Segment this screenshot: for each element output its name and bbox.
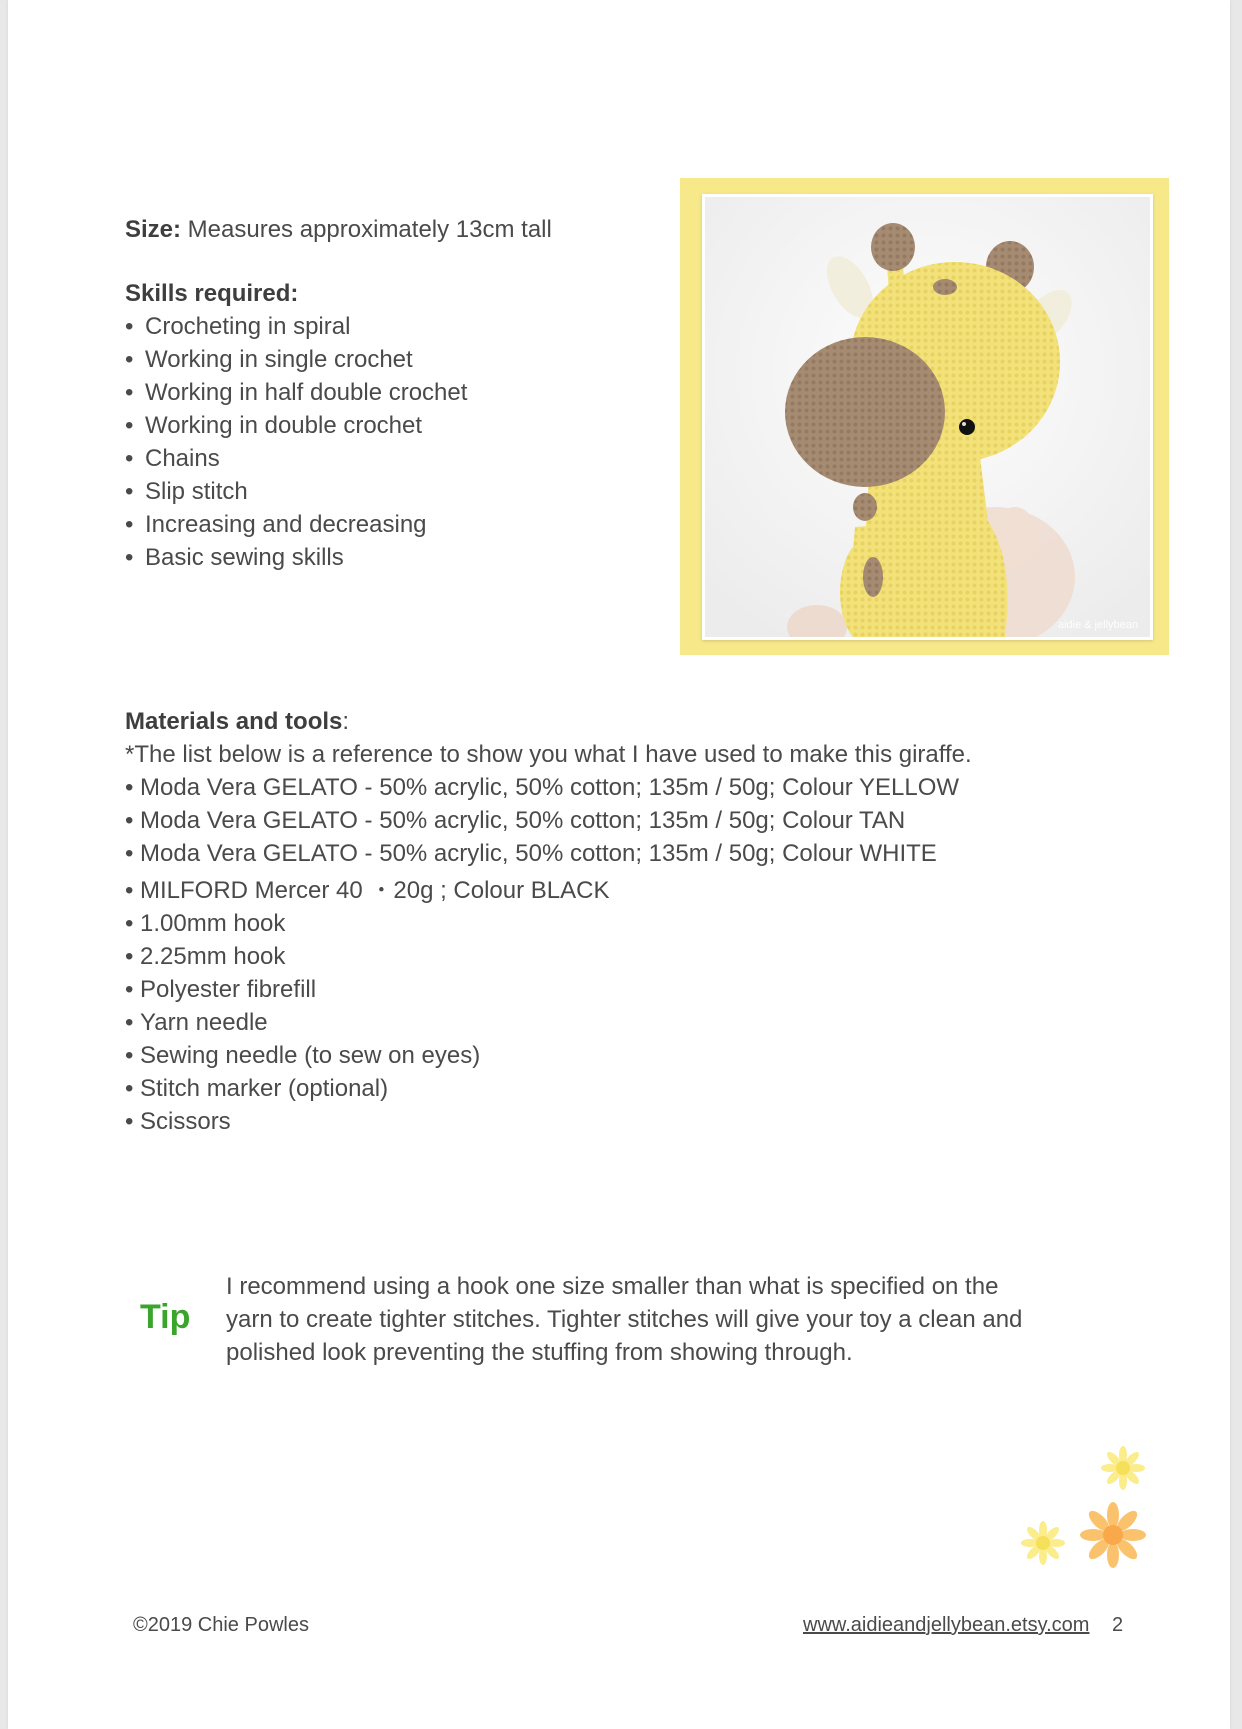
flower-decoration-icon <box>1013 1440 1163 1570</box>
flower-icon <box>1021 1521 1065 1565</box>
materials-list <box>125 771 959 1138</box>
list-item: • Slip stitch <box>125 478 248 505</box>
list-item: • Polyester fibrefill <box>125 976 317 1003</box>
giraffe-illustration <box>705 197 1150 637</box>
list-item: • Working in single crochet <box>125 346 413 373</box>
document-page <box>8 0 1230 1729</box>
tip-label: Tip <box>140 1298 191 1336</box>
photo-watermark: aidie & jellybean <box>1057 619 1138 631</box>
flower-icon <box>1080 1502 1146 1568</box>
photo-frame <box>680 178 1169 655</box>
size-label: Size: <box>125 216 182 243</box>
giraffe-photo <box>702 194 1153 640</box>
list-item: • Moda Vera GELATO - 50% acrylic, 50% cotton; 135m / 50g; Colour YELLOW <box>125 774 960 801</box>
list-item: • Crocheting in spiral <box>125 313 351 340</box>
list-item: • MILFORD Mercer 40 ・20g ; Colour BLACK <box>125 877 610 904</box>
list-item: • Working in half double crochet <box>125 379 468 406</box>
footer-url-link[interactable]: www.aidieandjellybean.etsy.com <box>803 1614 1090 1636</box>
list-item: • Moda Vera GELATO - 50% acrylic, 50% cotton; 135m / 50g; Colour WHITE <box>125 840 937 867</box>
list-item: • Sewing needle (to sew on eyes) <box>125 1042 481 1069</box>
list-item: • Basic sewing skills <box>125 544 344 571</box>
list-item: • Increasing and decreasing <box>125 511 427 538</box>
list-item: • Yarn needle <box>125 1009 268 1036</box>
size-text: Measures approximately 13cm tall <box>181 216 552 243</box>
page-number: 2 <box>1112 1614 1124 1636</box>
tip-text: I recommend using a hook one size smaller than what is specified on the yarn to create tighter stitches. Tighter stitches will give your toy a clean and polished look preventing the stuffing from showing through. <box>226 1273 1023 1366</box>
list-item: • Moda Vera GELATO - 50% acrylic, 50% cotton; 135m / 50g; Colour TAN <box>125 807 906 834</box>
materials-heading: Materials and tools: <box>125 708 350 735</box>
materials-note: *The list below is a reference to show you what I have used to make this giraffe. <box>125 741 972 768</box>
list-item: • 1.00mm hook <box>125 910 286 937</box>
footer-copyright: ©2019 Chie Powles <box>133 1614 309 1636</box>
flower-icon <box>1101 1446 1145 1490</box>
list-item: • Scissors <box>125 1108 231 1135</box>
list-item: • Stitch marker (optional) <box>125 1075 389 1102</box>
skills-list <box>125 310 467 574</box>
size-line <box>125 213 552 246</box>
list-item: • 2.25mm hook <box>125 943 286 970</box>
list-item: • Chains <box>125 445 220 472</box>
skills-heading: Skills required: <box>125 280 299 307</box>
list-item: • Working in double crochet <box>125 412 423 439</box>
